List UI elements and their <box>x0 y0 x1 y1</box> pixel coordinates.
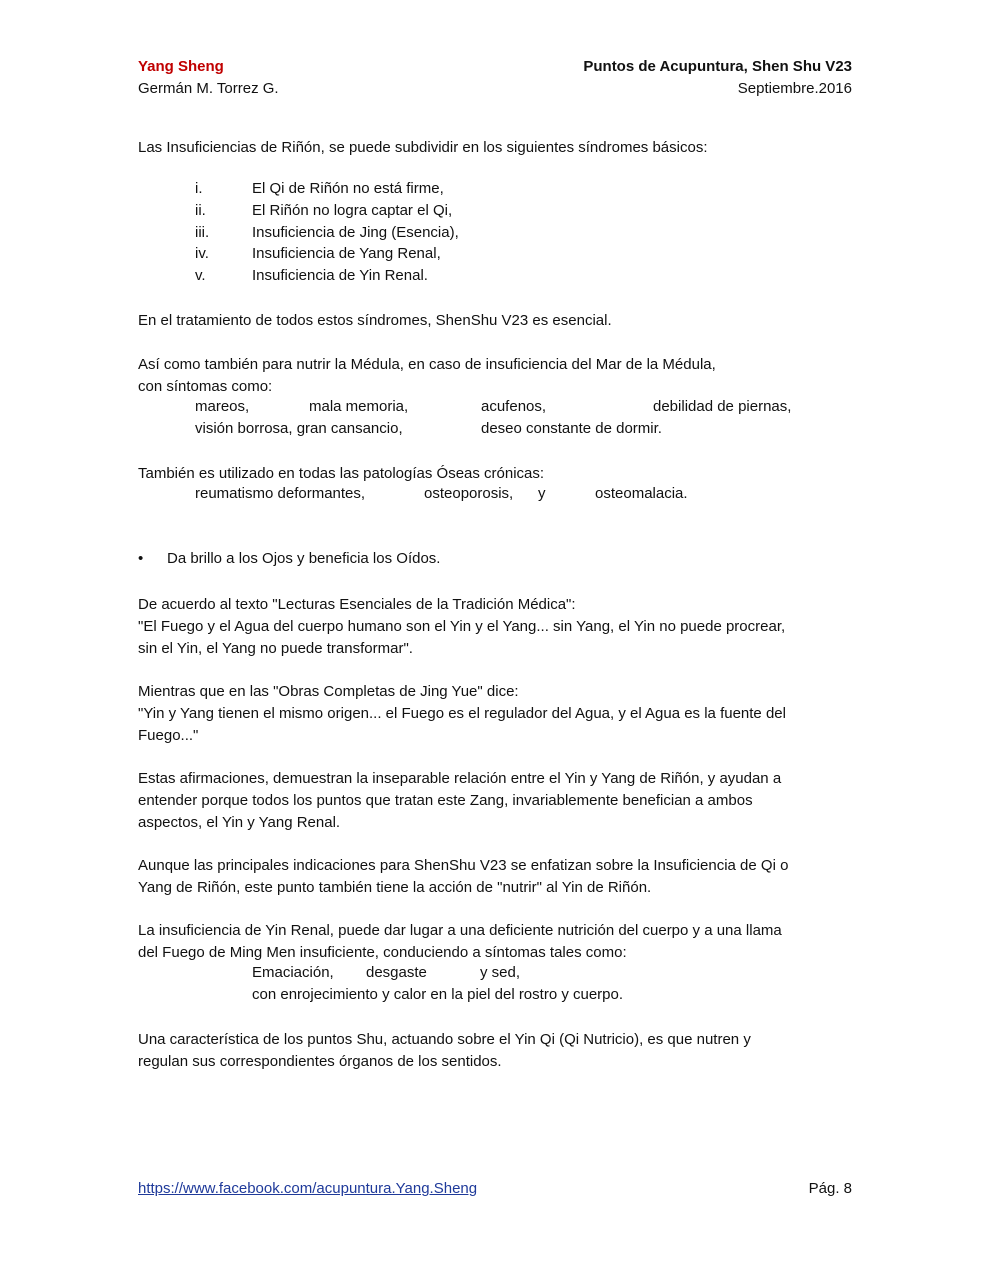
yin-symptom: desgaste <box>366 964 427 981</box>
shu-line-2: regulan sus correspondientes órganos de los sentidos. <box>138 1053 502 1070</box>
obras-line-1: Mientras que en las "Obras Completas de Jing Yue" dice: <box>138 683 519 700</box>
list-item-text: El Qi de Riñón no está firme, <box>252 180 444 197</box>
symptom-item: mareos, <box>195 398 250 415</box>
aunque-line-1: Aunque las principales indicaciones para ShenShu V23 se enfatizan sobre la Insuficiencia de Qi o <box>138 857 789 874</box>
medula-line-1: Así como también para nutrir la Médula, en caso de insuficiencia del Mar de la Médula, <box>138 356 716 373</box>
symptom-item: deseo constante de dormir. <box>481 420 662 437</box>
oseas-paragraph: También es utilizado en todas las patologías Óseas crónicas: <box>138 465 545 482</box>
list-item-text: El Riñón no logra captar el Qi, <box>252 202 453 219</box>
oseas-item: y <box>538 485 546 502</box>
list-item-number: i. <box>195 180 203 197</box>
symptom-item: visión borrosa, gran cansancio, <box>195 420 403 437</box>
list-item-text: Insuficiencia de Yin Renal. <box>252 267 428 284</box>
oseas-item: reumatismo deformantes, <box>195 485 366 502</box>
list-item-number: ii. <box>195 202 206 219</box>
afirm-line-1: Estas afirmaciones, demuestran la inseparable relación entre el Yin y Yang de Riñón, y ayudan a <box>138 770 782 787</box>
treatment-paragraph: En el tratamiento de todos estos síndromes, ShenShu V23 es esencial. <box>138 312 612 329</box>
facebook-link[interactable]: https://www.facebook.com/acupuntura.Yang.Sheng <box>138 1180 478 1197</box>
bullet-text: Da brillo a los Ojos y beneficia los Oídos. <box>167 550 441 567</box>
header-right-title: Puntos de Acupuntura, Shen Shu V23 <box>583 58 852 75</box>
page-content <box>138 58 852 1070</box>
lecturas-line-3: sin el Yin, el Yang no puede transformar". <box>138 640 413 657</box>
medula-line-2: con síntomas como: <box>138 378 273 395</box>
header-author: Germán M. Torrez G. <box>138 80 279 97</box>
lecturas-line-1: De acuerdo al texto "Lecturas Esenciales de la Tradición Médica": <box>138 596 576 613</box>
page-number: Pág. 8 <box>808 1180 852 1197</box>
lecturas-line-2: "El Fuego y el Agua del cuerpo humano son el Yin y el Yang... sin Yang, el Yin no puede procrear, <box>138 618 786 635</box>
yin-line-1: La insuficiencia de Yin Renal, puede dar lugar a una deficiente nutrición del cuerpo y a una llama <box>138 922 782 939</box>
yin-symptom: Emaciación, <box>252 964 334 981</box>
list-item-text: Insuficiencia de Yang Renal, <box>252 245 441 262</box>
yin-symptom: y sed, <box>480 964 521 981</box>
list-item-text: Insuficiencia de Jing (Esencia), <box>252 224 459 241</box>
bullet-icon: • <box>138 550 144 567</box>
header-left-title: Yang Sheng <box>138 58 224 75</box>
afirm-line-2: entender porque todos los puntos que tratan este Zang, invariablemente benefician a ambos <box>138 792 753 809</box>
aunque-line-2: Yang de Riñón, este punto también tiene la acción de "nutrir" al Yin de Riñón. <box>138 879 652 896</box>
page-header <box>138 58 852 102</box>
oseas-item: osteoporosis, <box>424 485 514 502</box>
symptom-item: debilidad de piernas, <box>653 398 792 415</box>
shu-line-1: Una característica de los puntos Shu, actuando sobre el Yin Qi (Qi Nutricio), es que nutren y <box>138 1031 751 1048</box>
obras-line-3: Fuego..." <box>138 727 199 744</box>
list-item-number: iv. <box>195 245 209 262</box>
intro-paragraph: Las Insuficiencias de Riñón, se puede subdividir en los siguientes síndromes básicos: <box>138 139 708 156</box>
oseas-item: osteomalacia. <box>595 485 688 502</box>
afirm-line-3: aspectos, el Yin y Yang Renal. <box>138 814 341 831</box>
yin-symptom-line-2: con enrojecimiento y calor en la piel del rostro y cuerpo. <box>252 986 624 1003</box>
symptom-item: mala memoria, <box>309 398 409 415</box>
list-item-number: iii. <box>195 224 210 241</box>
obras-line-2: "Yin y Yang tienen el mismo origen... el Fuego es el regulador del Agua, y el Agua es la fuente del <box>138 705 786 722</box>
page-footer <box>138 1180 852 1197</box>
list-item-number: v. <box>195 267 206 284</box>
symptom-item: acufenos, <box>481 398 547 415</box>
yin-line-2: del Fuego de Ming Men insuficiente, conduciendo a síntomas tales como: <box>138 944 627 961</box>
header-date: Septiembre.2016 <box>737 80 852 97</box>
